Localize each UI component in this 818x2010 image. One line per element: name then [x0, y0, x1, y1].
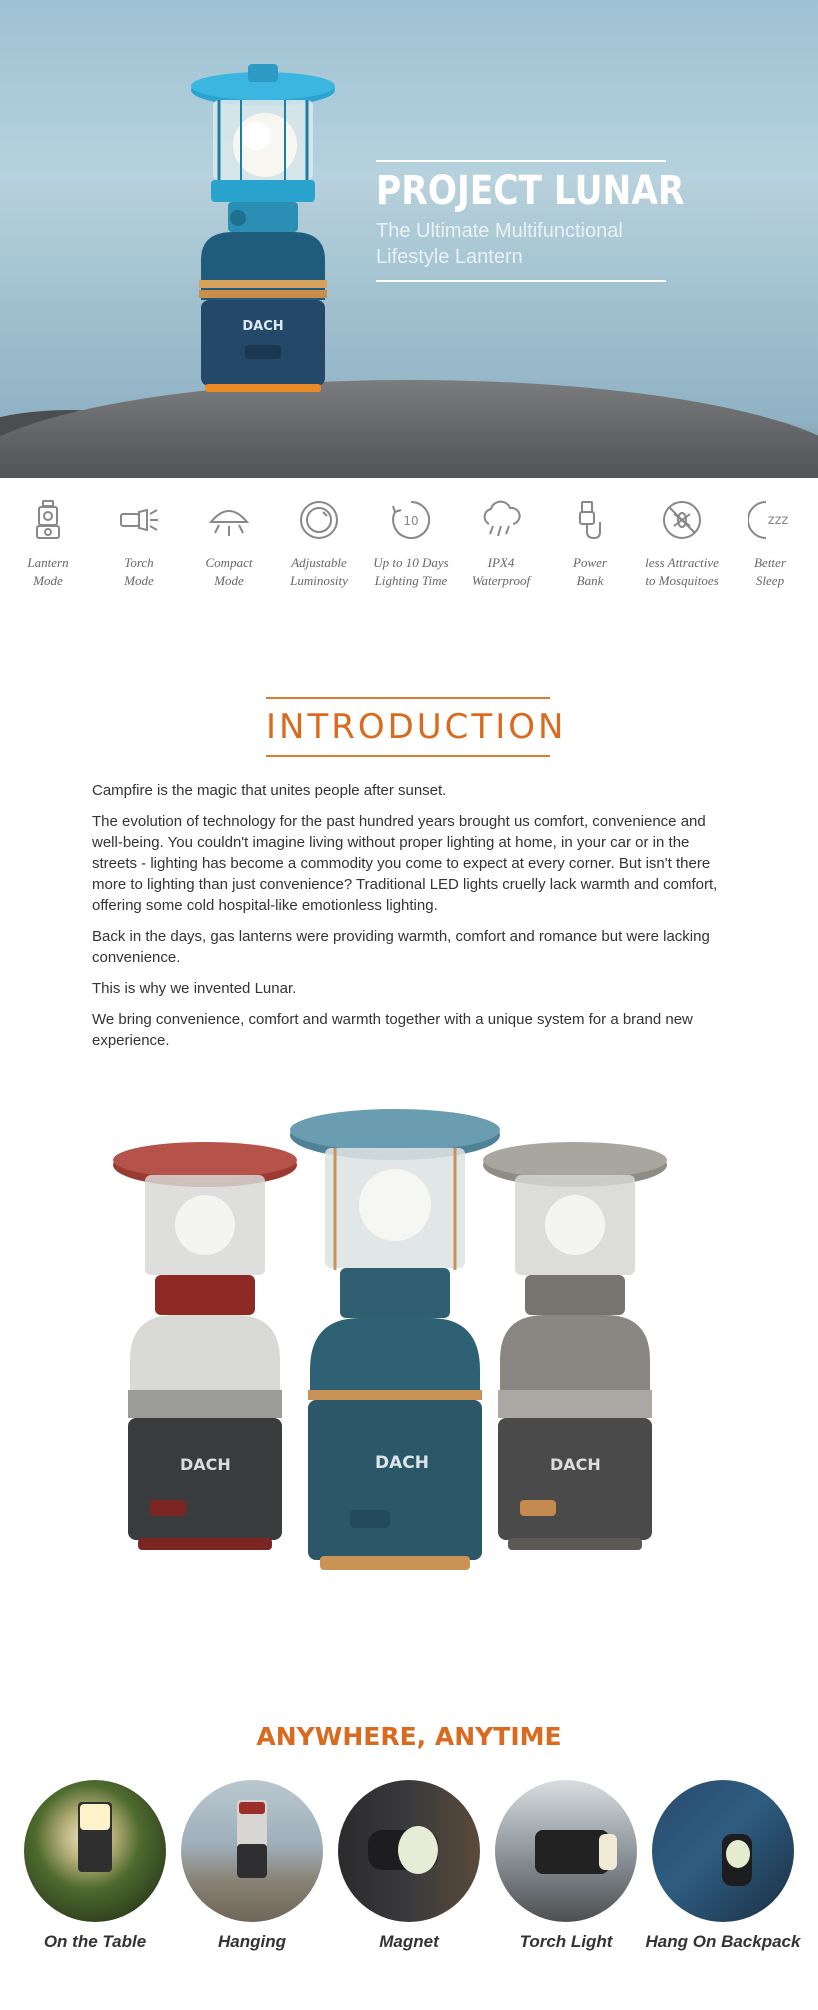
feature-label-1b: Mode	[33, 573, 63, 588]
intro-paragraph: This is why we invented Lunar.	[92, 980, 297, 997]
hanging-photo	[181, 1780, 323, 1922]
feature-label-6b: Waterproof	[471, 573, 531, 588]
teal-lantern-brand: DACH	[375, 1453, 429, 1473]
hero-banner	[0, 0, 818, 478]
red-lantern-brand: DACH	[180, 1455, 231, 1474]
use-caption: Magnet	[379, 1932, 439, 1951]
feature-label-1a: Lantern	[27, 555, 69, 570]
three-lanterns-image	[110, 1090, 710, 1620]
usb-plug-icon	[568, 498, 612, 542]
hero-lantern-image	[183, 60, 343, 410]
svg-text:zzz: zzz	[767, 513, 789, 528]
feature-label-9b: Sleep	[755, 573, 785, 588]
grey-lantern	[483, 1142, 667, 1550]
hero-bottom-rule	[376, 280, 666, 282]
feature-compact-mode	[184, 498, 274, 590]
hero-subtitle-line2: Lifestyle Lantern	[376, 246, 523, 268]
lantern-trio-illustration	[110, 1090, 710, 1620]
intro-paragraph: The evolution of technology for the past hundred years brought us comfort, convenience and well-being. You couldn't imagine living without proper lighting at home, in your car or in the streets - lighting has become a commodity you come to expect at every corner. But isn't there more to lighting than just convenience? Traditional LED lights cruelly lack warmth and comfort, offering some cold hospital-like emotionless lighting.	[92, 813, 718, 914]
use-caption: Hang On Backpack	[645, 1932, 801, 1951]
feature-power-bank	[545, 498, 635, 590]
introduction-heading-block	[266, 697, 567, 757]
feature-mosquitoes	[637, 498, 727, 590]
svg-text:10: 10	[403, 514, 419, 528]
sleep-zzz-icon	[748, 498, 792, 542]
no-mosquito-icon	[660, 498, 704, 542]
anywhere-anytime-heading: ANYWHERE, ANYTIME	[256, 1722, 562, 1751]
feature-label-3b: Mode	[214, 573, 244, 588]
feature-label-3a: Compact	[205, 555, 253, 570]
use-caption: Hanging	[218, 1932, 286, 1951]
feature-label-9a: Better	[754, 555, 786, 570]
use-case-on-the-table	[15, 1780, 175, 1952]
feature-lantern-mode	[3, 498, 93, 590]
intro-paragraph: Campfire is the magic that unites people after sunset.	[92, 782, 447, 799]
hero-subtitle	[376, 218, 666, 270]
lantern-icon	[26, 498, 70, 542]
teal-lantern	[290, 1109, 500, 1570]
hero-title-block	[376, 160, 685, 282]
compact-lamp-icon	[207, 498, 251, 542]
feature-waterproof	[456, 498, 546, 590]
feature-better-sleep	[725, 498, 815, 590]
torch-icon	[117, 498, 161, 542]
red-lantern	[113, 1142, 297, 1550]
torch-light-photo	[495, 1780, 637, 1922]
grey-lantern-brand: DACH	[550, 1455, 601, 1474]
feature-lighting-time	[366, 498, 456, 590]
intro-bottom-rule	[266, 755, 550, 757]
hero-top-rule	[376, 160, 666, 162]
feature-label-2b: Mode	[124, 573, 154, 588]
magnet-photo	[338, 1780, 480, 1922]
rain-cloud-icon	[479, 498, 523, 542]
hang-on-backpack-photo	[652, 1780, 794, 1922]
introduction-heading: INTRODUCTION	[266, 707, 567, 747]
feature-label-7b: Bank	[576, 573, 604, 588]
on-the-table-photo	[24, 1780, 166, 1922]
use-case-hang-on-backpack	[643, 1780, 803, 1952]
timer-10-icon	[389, 498, 433, 542]
use-case-magnet	[329, 1780, 489, 1952]
introduction-text	[92, 780, 732, 1061]
lantern-illustration	[183, 60, 343, 410]
intro-top-rule	[266, 697, 550, 699]
feature-label-4b: Luminosity	[290, 573, 348, 588]
hero-title: PROJECT LUNAR	[376, 168, 685, 214]
dimmer-knob-icon	[297, 498, 341, 542]
use-caption: Torch Light	[519, 1932, 613, 1951]
intro-paragraph: We bring convenience, comfort and warmth together with a unique system for a brand new experience.	[92, 1011, 693, 1049]
feature-label-2a: Torch	[124, 555, 154, 570]
feature-icon-row	[0, 498, 818, 618]
feature-label-4a: Adjustable	[291, 555, 347, 570]
hero-subtitle-line1: The Ultimate Multifunctional	[376, 220, 623, 242]
feature-label-5a: Up to 10 Days	[373, 555, 449, 570]
feature-label-7a: Power	[573, 555, 607, 570]
use-case-torch-light	[486, 1780, 646, 1952]
use-caption: On the Table	[43, 1932, 147, 1951]
use-case-hanging	[172, 1780, 332, 1952]
feature-adjustable-luminosity	[274, 498, 364, 590]
feature-label-8b: to Mosquitoes	[645, 573, 719, 588]
feature-label-8a: less Attractive	[645, 555, 719, 570]
use-cases-row	[0, 1780, 818, 1980]
feature-label-6a: IPX4	[487, 555, 515, 570]
intro-paragraph: Back in the days, gas lanterns were providing warmth, comfort and romance but were lacking convenience.	[92, 928, 710, 966]
hero-lantern-brand: DACH	[242, 319, 284, 334]
feature-label-5b: Lighting Time	[374, 573, 448, 588]
feature-torch-mode	[94, 498, 184, 590]
